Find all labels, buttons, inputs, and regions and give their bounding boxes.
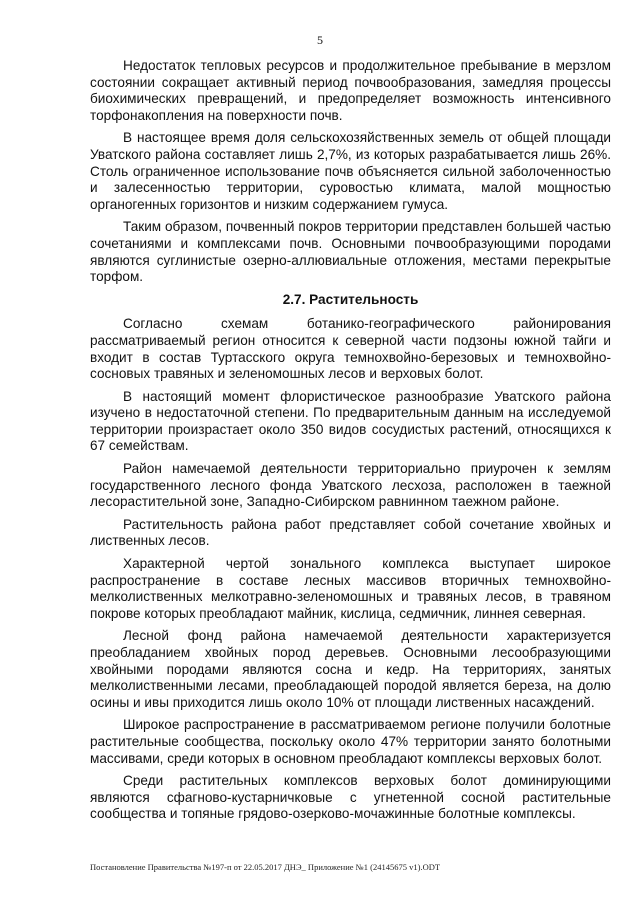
paragraph-floristic-diversity: В настоящий момент флористическое разнообразие Уватского района изучено в недостаточной степени. По предварительным данным на исследуемой территории произрастает около 350 видов сосудистых растений, относящихся к 67 семействам.: [90, 388, 611, 454]
paragraph-vegetation-composition: Растительность района работ представляет собой сочетание хвойных и лиственных лесов.: [90, 516, 611, 549]
page-number: 5: [317, 33, 323, 47]
section-heading: 2.7. Растительность: [282, 291, 419, 307]
paragraph-botanical-zoning: Согласно схемам ботанико-географического районирования рассматриваемый регион относится к северной части подзоны южной тайги и входит в состав Туртасского округа темнохвойно-березовых и темнохвойно-сосновых травяных и зеленомошных лесов и верховых болот.: [90, 316, 611, 382]
paragraph-heat-resources: Недостаток тепловых ресурсов и продолжительное пребывание в мерзлом состоянии сокращает активный период почвообразования, замедляя процессы биохимических превращений, и предопределяет возможность интенсивного торфонакопления на поверхности почв.: [90, 58, 611, 123]
paragraph-soil-cover: Таким образом, почвенный покров территории представлен большей частью сочетаниями и комплексами почв. Основными почвообразующими породами являются суглинистые озерно-аллювиальные отложения, местами перекрытые торфом.: [90, 219, 611, 285]
paragraph-zonal-complex: Характерной чертой зонального комплекса выступает широкое распространение в составе лесных массивов вторичных темнохвойно-мелколиственных мелкотравно-зеленомошных и травяных лесов, в травяном покрове которых преобладают майник, кислица, седмичник, линнея северная.: [90, 556, 611, 621]
paragraph-raised-bogs: Среди растительных комплексов верховых болот доминирующими являются сфагново-кустарничковые с угнетенной сосной растительные сообщества и топяные грядово-озерково-мочажинные болотные комплексы.: [90, 773, 611, 822]
paragraph-agricultural-land: В настоящее время доля сельскохозяйственных земель от общей площади Уватского района составляет лишь 2,7%, из которых разрабатывается лишь 26%. Столь ограниченное использование почв объясняется сильной заболоченностью и залесенностью территории, суровостью климата, малой мощностью органогенных горизонтов и низким содержанием гумуса.: [90, 130, 611, 212]
paragraph-bog-communities: Широкое распространение в рассматриваемом регионе получили болотные растительные сообщества, поскольку около 47% территории занято болотными массивами, среди которых в основном преобладают комплексы верховых болот.: [90, 717, 611, 766]
document-body: [90, 58, 611, 829]
paragraph-forest-fund-location: Район намечаемой деятельности территориально приурочен к землям государственного лесного фонда Уватского лесхоза, расположен в таежной лесорастительной зоне, Западно-Сибирском равнинном таежном районе.: [90, 461, 611, 510]
document-footer: Постановление Правительства №197-п от 22.05.2017 ДНЭ_ Приложение №1 (24145675 v1).ODT: [90, 862, 441, 872]
paragraph-forest-species: Лесной фонд района намечаемой деятельности характеризуется преобладанием хвойных пород деревьев. Основными лесообразующими хвойными породами являются сосна и кедр. На территориях, занятых мелколиственными лесами, преобладающей породой является береза, на долю осины и ивы приходится лишь около 10% от площади лиственных насаждений.: [90, 628, 611, 710]
